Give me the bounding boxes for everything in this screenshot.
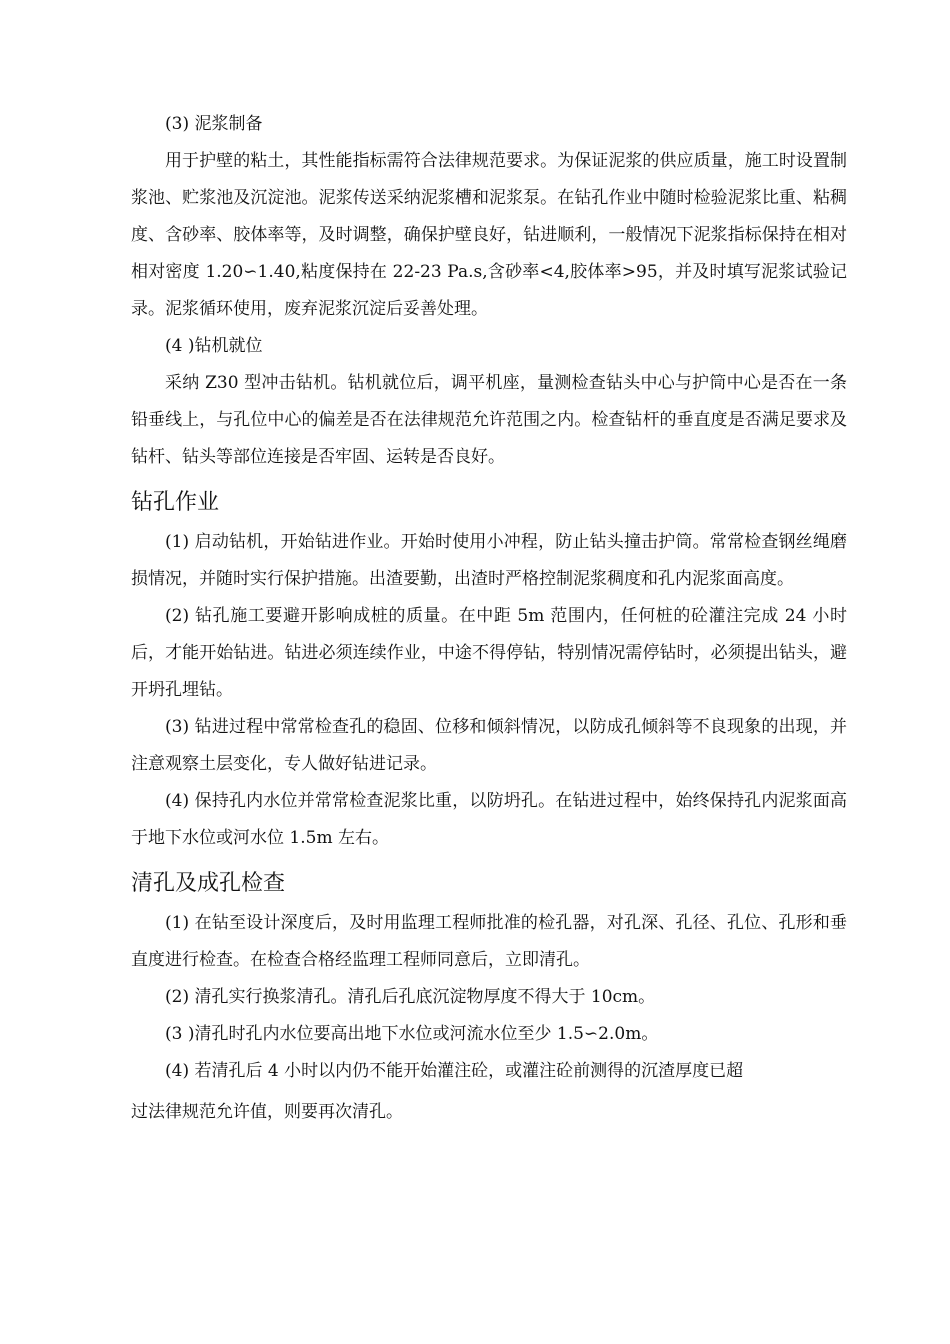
drilling-item-4: (4) 保持孔内水位并常常检查泥浆比重，以防坍孔。在钻进过程中，始终保持孔内泥浆面高于地下水位或河水位 1.5m 左右。 (131, 791, 847, 848)
cleaning-item-2: (2) 清孔实行换浆清孔。清孔后孔底沉淀物厚度不得大于 10cm。 (165, 987, 656, 1007)
drilling-item-3: (3) 钻进过程中常常检查孔的稳固、位移和倾斜情况，以防成孔倾斜等不良现象的出现，并注意观察土层变化，专人做好钻进记录。 (131, 717, 847, 774)
cleaning-item-4: (4) 若清孔后 4 小时以内仍不能开始灌注砼，或灌注砼前测得的沉渣厚度已超 (165, 1061, 744, 1081)
cleaning-item-3: (3 )清孔时孔内水位要高出地下水位或河流水位至少 1.5∽2.0m。 (165, 1024, 659, 1044)
rig-positioning-text: 采纳 Z30 型冲击钻机。钻机就位后，调平机座，量测检查钻头中心与护筒中心是否在一条铅垂线上，与孔位中心的偏差是否在法律规范允许范围之内。检查钻杆的垂直度是否满足要求及钻杆、钻头等部位连接是否牢固、运转是否良好。 (131, 373, 847, 467)
drilling-item-1: (1) 启动钻机，开始钻进作业。开始时使用小冲程，防止钻头撞击护筒。常常检查钢丝绳磨损情况，并随时实行保护措施。出渣要勤，出渣时严格控制泥浆稠度和孔内泥浆面高度。 (131, 532, 847, 589)
cleaning-item-4-continuation: 过法律规范允许值，则要再次清孔。 (131, 1102, 403, 1122)
mud-preparation-text: 用于护壁的粘土，其性能指标需符合法律规范要求。为保证泥浆的供应质量，施工时设置制浆池、贮浆池及沉淀池。泥浆传送采纳泥浆槽和泥浆泵。在钻孔作业中随时检验泥浆比重、粘稠度、含砂率、胶体率等，及时调整，确保护壁良好，钻进顺利，一般情况下泥浆指标保持在相对相对密度 1.20∽1.40,粘度保持在 22-23 Pa.s,含砂率<4,胶体率>95，并及时填写泥浆试验记录。泥浆循环使用，废弃泥浆沉淀后妥善处理。 (131, 151, 847, 319)
drilling-section-title: 钻孔作业 (131, 490, 220, 515)
rig-positioning-heading: (4 )钻机就位 (165, 336, 263, 356)
document-body (131, 106, 847, 1131)
cleaning-item-1: (1) 在钻至设计深度后，及时用监理工程师批准的检孔器，对孔深、孔径、孔位、孔形和垂直度进行检查。在检查合格经监理工程师同意后，立即清孔。 (131, 913, 847, 970)
drilling-item-2: (2) 钻孔施工要避开影响成桩的质量。在中距 5m 范围内，任何桩的砼灌注完成 24 小时后，才能开始钻进。钻进必须连续作业，中途不得停钻，特别情况需停钻时，必须提出钻头，避开坍孔埋钻。 (131, 606, 847, 700)
cleaning-section-title: 清孔及成孔检查 (131, 871, 286, 896)
mud-preparation-heading: (3) 泥浆制备 (165, 114, 263, 134)
